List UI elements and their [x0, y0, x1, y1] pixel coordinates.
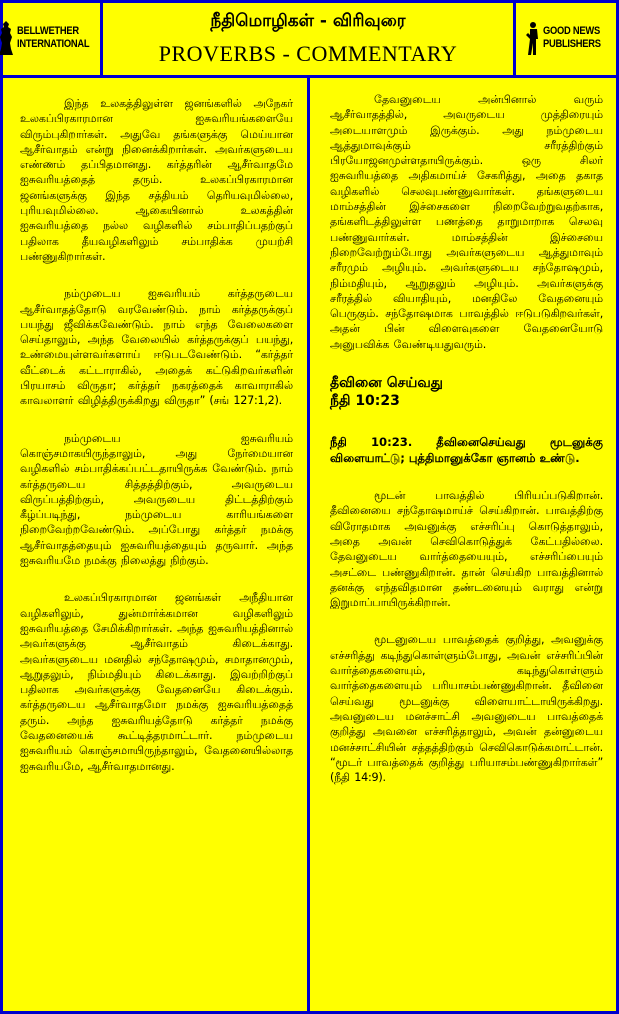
title-block	[106, 0, 510, 75]
section-heading-reference: நீதி 10:23	[330, 393, 400, 410]
good-news-logo-line2: PUBLISHERS	[543, 37, 601, 50]
sower-icon	[524, 21, 540, 55]
page-title-tamil: நீதிமொழிகள் - விரிவுரை	[210, 10, 406, 31]
good-news-logo	[513, 0, 619, 75]
right-column	[310, 78, 619, 1014]
right-paragraph-1: மூடன் பாவத்தில் பிரியப்படுகிறான். தீவினையை சந்தோஷமாய்ச் செய்கிறான். பாவத்திற்கு விரோதமாக அவனுக்கு எச்சரிப்பு கொடுத்தாலும், அதை அவன் செவிகொடுத்துக் கேட்பதில்லை. தேவனுடைய வார்த்தையையும், எச்சரிப்பையும் அசட்டை பண்ணுகிறான். தான் செய்கிற பாவத்தினால் தனக்கு எந்தவிதமான தண்டனையும் வராது என்று இறுமாப்பாயிருக்கிறான்.	[330, 489, 603, 610]
right-paragraph-2: மூடனுடைய பாவத்தைக் குறித்து, அவனுக்கு எச்சரித்து கடிந்துகொள்ளும்போது, அவன் எச்சரிப்பின் வார்த்தைகளையும், கடிந்துகொள்ளும் வார்த்தைகளையும் பரியாசம்பண்ணுகிறான். தீவினை செய்வது மூடனுக்கு விளையாட்டாயிருக்கிறது. அவனுடைய மனச்சாட்சி அவனுடைய பாவத்தைக் குறித்து அவனை எச்சரித்தாலும், அவன் தன்னுடைய மனச்சாட்சியின் சத்தத்திற்கும் செவிகொடுக்கமாட்டான். “மூடர் பாவத்தைக் குறித்து பரியாசம்பண்ணுகிறார்கள்” (நீதி 14:9).	[330, 633, 603, 785]
section-heading-title: தீவினை செய்வது	[330, 375, 443, 392]
page-title-english: PROVERBS - COMMENTARY	[158, 40, 458, 66]
bellwether-logo-line1: BELLWETHER	[16, 24, 79, 37]
section-heading	[330, 374, 603, 410]
left-paragraph-1: இந்த உலகத்திலுள்ள ஜனங்களில் அநேகர் உலகப்பிரகாரமான ஐசுவரியங்களையே விரும்புகிறார்கள். அதுவே தங்களுக்கு மெய்யான ஆசீர்வாதம் என்று நினைக்கிறார்கள். அவர்களுடைய எண்ணம் தப்பிதமானது. கர்த்தரின் ஆசீர்வாதமே ஐசுவரியத்தைத் தரும். உலகப்பிரகாரமான ஜனங்களுக்கு இந்த சத்தியம் தெரியவுமில்லை, புரியவுமில்லை. ஆகையினால் உலகத்தின் ஐசுவரியத்தை நல்ல வழிகளில் சம்பாதிப்பதற்குப் பதிலாக தீயவழிகளிலும் சம்பாதிக்க முயற்சி பண்ணுகிறார்கள்.	[20, 97, 293, 263]
header	[0, 0, 619, 78]
left-paragraph-4: உலகப்பிரகாரமான ஜனங்கள் அநீதியான வழிகளிலும், துன்மார்க்கமான வழிகளிலும் ஐசுவரியத்தை சேமிக்கிறார்கள். அந்த ஐசுவரியத்தினால் அவர்களுக்கு ஆசீர்வாதம் கிடைக்காது. அவர்களுடைய மனதில் சந்தோஷமும், சமாதானமும், ஆறுதலும், நிம்மதியும் கிடைக்காது. இவற்றிற்குப் பதிலாக அவர்களுக்கு வேதனையே கிடைக்கும். கர்த்தருடைய ஆசீர்வாதமோ நமக்கு ஐசுவரியத்தைத் தரும். அந்த ஐசுவரியத்தோடு கர்த்தர் நமக்கு வேதனையைக் கூட்டித்தரமாட்டார். நம்முடைய ஐசுவரியம் கொஞ்சமாயிருந்தாலும், வேதனையில்லாத ஐசுவரியமே, ஆசீர்வாதமானது.	[20, 591, 293, 773]
right-paragraph-top: தேவனுடைய அன்பினால் வரும் ஆசீர்வாதத்தில், அவருடைய முத்திரையும் அடையாளமும் இருக்கும். அது நம்முடைய ஆத்துமாவுக்கும் சரீரத்திற்கும் பிரயோஜனமுள்ளதாயிருக்கும். ஒரு சிலர் ஐசுவரியத்தை அதிகமாய்ச் சேகரித்து, அதை தகாத வழிகளில் செலவுபண்ணுவார்கள். தங்களுடைய மாம்சத்தின் இச்சைகளை நிறைவேற்றுவதற்காக, தங்களிடத்திலுள்ள பணத்தை தாறுமாறாக செலவு பண்ணுவார்கள். மாம்சத்தின் இச்சையை நிறைவேற்றும்போது அவர்களுடைய ஆத்துமாவும் சரீரமும் அழியும். அவர்களுடைய சந்தோஷமும், நிம்மதியும், ஆறுதலும் அழியும். அவர்களுக்கு சரீரத்தில் வியாதியும், மனதிலே வேதனையும் பெருகும். சந்தோஷமாக பாவத்தில் ஈடுபடுகிறவர்கள், அதன் பின் விளைவுகளை வேதனையோடு அனுபவிக்க வேண்டியதுவரும்.	[330, 93, 603, 351]
bellwether-sheep-icon	[0, 21, 14, 55]
good-news-logo-line1: GOOD NEWS	[543, 24, 600, 37]
bellwether-logo	[0, 0, 103, 75]
left-column	[0, 78, 310, 1014]
left-paragraph-3: நம்முடைய ஐசுவரியம் கொஞ்சமாகயிருந்தாலும், அது நேர்மையான வழிகளில் சம்பாதிக்கப்பட்டதாயிருக்க வேண்டும். நாம் கர்த்தருடைய சித்தத்திற்கும், அவருடைய விருப்பத்திற்கும், அவருடைய திட்டத்திற்கும் கீழ்ப்படிந்து, நம்முடைய காரியங்களை நிறைவேற்றவேண்டும். அப்போது கர்த்தர் நமக்கு ஆசீர்வாதத்தையும் ஐசுவரியத்தையும் தருவார். அந்த ஐசுவரியமே நமக்கு நிலைத்து நிற்கும்.	[20, 431, 293, 568]
verse-text: நீதி 10:23. தீவினைசெய்வது மூடனுக்கு விளையாட்டு; புத்திமானுக்கோ ஞானம் உண்டு.	[330, 435, 603, 466]
bellwether-logo-line2: INTERNATIONAL	[16, 37, 90, 50]
left-paragraph-2: நம்முடைய ஐசுவரியம் கர்த்தருடைய ஆசீர்வாதத்தோடு வரவேண்டும். நாம் கர்த்தருக்குப் பயந்து ஜீவிக்கவேண்டும். நாம் எந்த வேலைகளை செய்தாலும், அந்த வேலையில் கர்த்தருக்குப் பயந்து, உண்மையுள்ளவர்களாய் ஈடுபடவேண்டும். “கர்த்தர் வீட்டைக் கட்டாராகில், அதைக் கட்டுகிறவர்களின் பிரயாசம் விருதா; கர்த்தர் நகரத்தைக் காவாராகில் காவலாளர் விழித்திருக்கிறது விருதா” (சங் 127:1,2).	[20, 287, 293, 408]
